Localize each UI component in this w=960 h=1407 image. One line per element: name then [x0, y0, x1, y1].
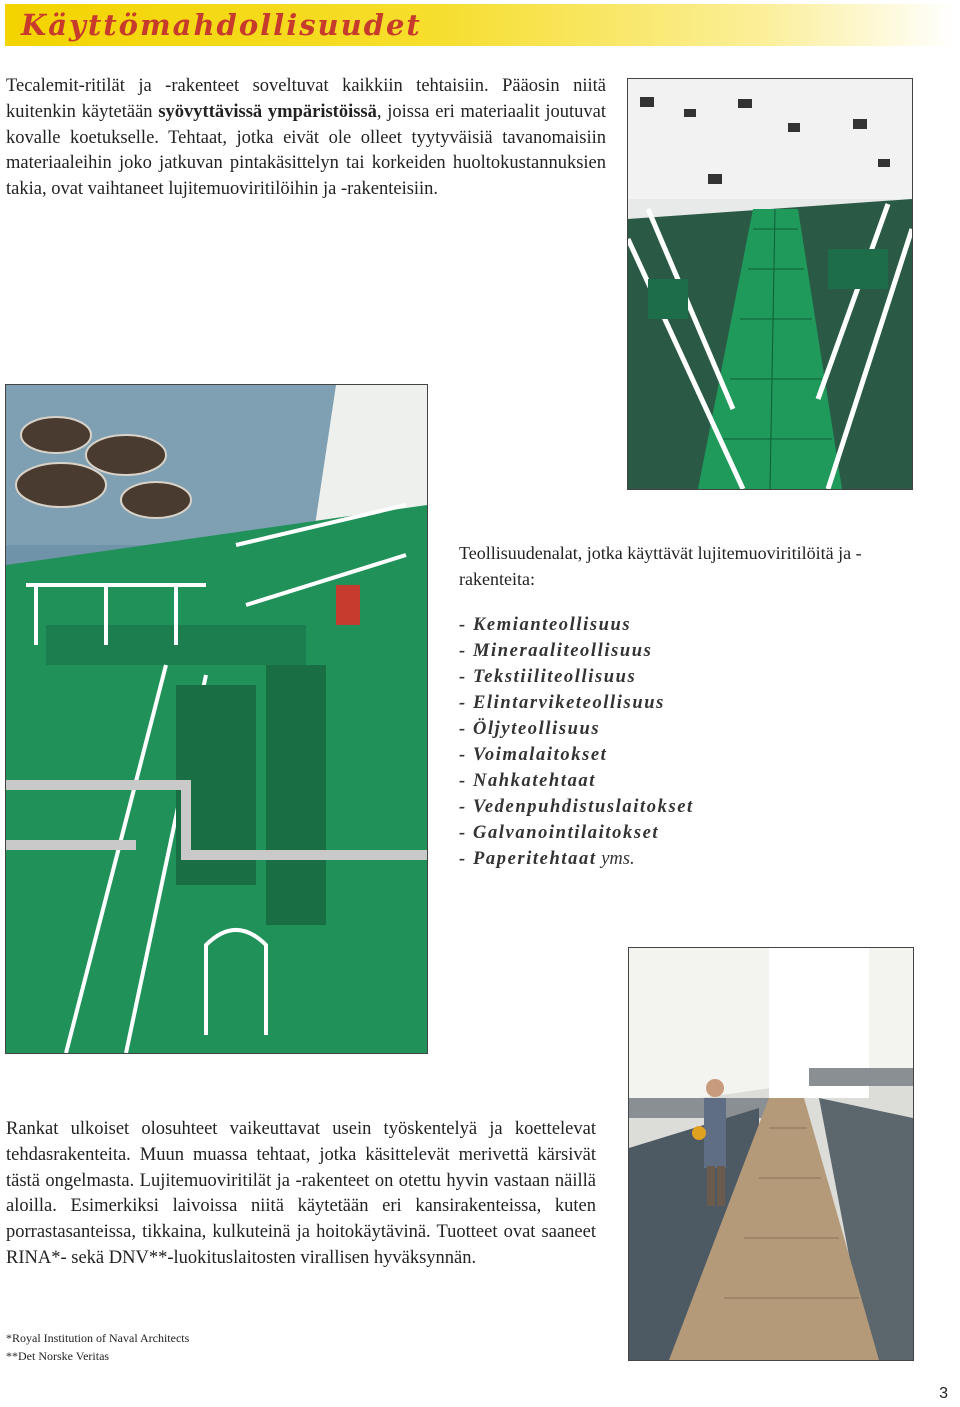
list-item: - Mineraaliteollisuus: [459, 641, 653, 661]
list-item: - Tekstiiliteollisuus: [459, 667, 637, 687]
intro-text-start: Tecalemit-ritilät ja -rakenteet soveltuvat kaikkiin tehtaisiin. Pääosin niitä kuitenkin käytetään: [6, 76, 606, 122]
list-item: - Nahkatehtaat: [459, 771, 597, 791]
page-number: 3: [939, 1385, 948, 1402]
list-item: - Voimalaitokset: [459, 745, 608, 765]
section-header: [5, 4, 955, 46]
footnotes: [6, 1329, 189, 1365]
industries-list-section: [459, 540, 929, 872]
list-item-suffix: yms.: [596, 849, 635, 869]
photo-ship-deck-stairs: [5, 384, 428, 1054]
intro-emphasis: syövyttävissä ympäristöissä: [158, 101, 377, 122]
footnote-dnv: **Det Norske Veritas: [6, 1349, 110, 1363]
footnote-rina: *Royal Institution of Naval Architects: [6, 1331, 190, 1345]
list-item: - Vedenpuhdistuslaitokset: [459, 797, 694, 817]
list-item: - Öljyteollisuus: [459, 719, 601, 739]
industries-intro: Teollisuudenalat, jotka käyttävät lujitemuoviritilöitä ja -rakenteita:: [459, 543, 862, 589]
list-item: - Elintarviketeollisuus: [459, 693, 665, 713]
list-item: - Kemianteollisuus: [459, 615, 632, 635]
list-item-text: - Paperitehtaat: [459, 849, 597, 869]
list-item: - Galvanointilaitokset: [459, 823, 660, 843]
list-item-last: [459, 846, 929, 872]
page-title: Käyttömahdollisuudet: [21, 8, 422, 42]
photo-factory-walkway: [628, 947, 914, 1361]
intro-text-end: , joissa eri materiaalit joutuvat kovalle koetukselle. Tehtaat, jotka eivät ole olleet tyytyväisiä tavanomaisiin materiaaleihin joko jatkuvan pintakäsittelyn tai korkeiden huoltokustannuksien takia, ovat vaihtaneet lujitemuoviritilöihin ja -rakenteisiin.: [6, 101, 606, 200]
body-paragraph: Rankat ulkoiset olosuhteet vaikeuttavat usein työskentelyä ja koettelevat tehdasrakenteita. Muun muassa tehtaat, jotka käsittelevät merivettä kärsivät tästä ongelmasta. Lujitemuoviritilät ja -rakenteet on otettu hyvin vastaan näillä aloilla. Esimerkiksi laivoissa niitä käytetään eri kansirakenteissa, kuten porrastasanteissa, tikkaina, kulkuteinä ja hoitokäytävinä. Tuotteet ovat saaneet RINA*- sekä DNV**-luokituslaitosten virallisen hyväksynnän.: [6, 1119, 596, 1268]
industries-list: [459, 612, 929, 872]
intro-paragraph: [6, 74, 606, 203]
photo-ship-walkway: [627, 78, 913, 490]
